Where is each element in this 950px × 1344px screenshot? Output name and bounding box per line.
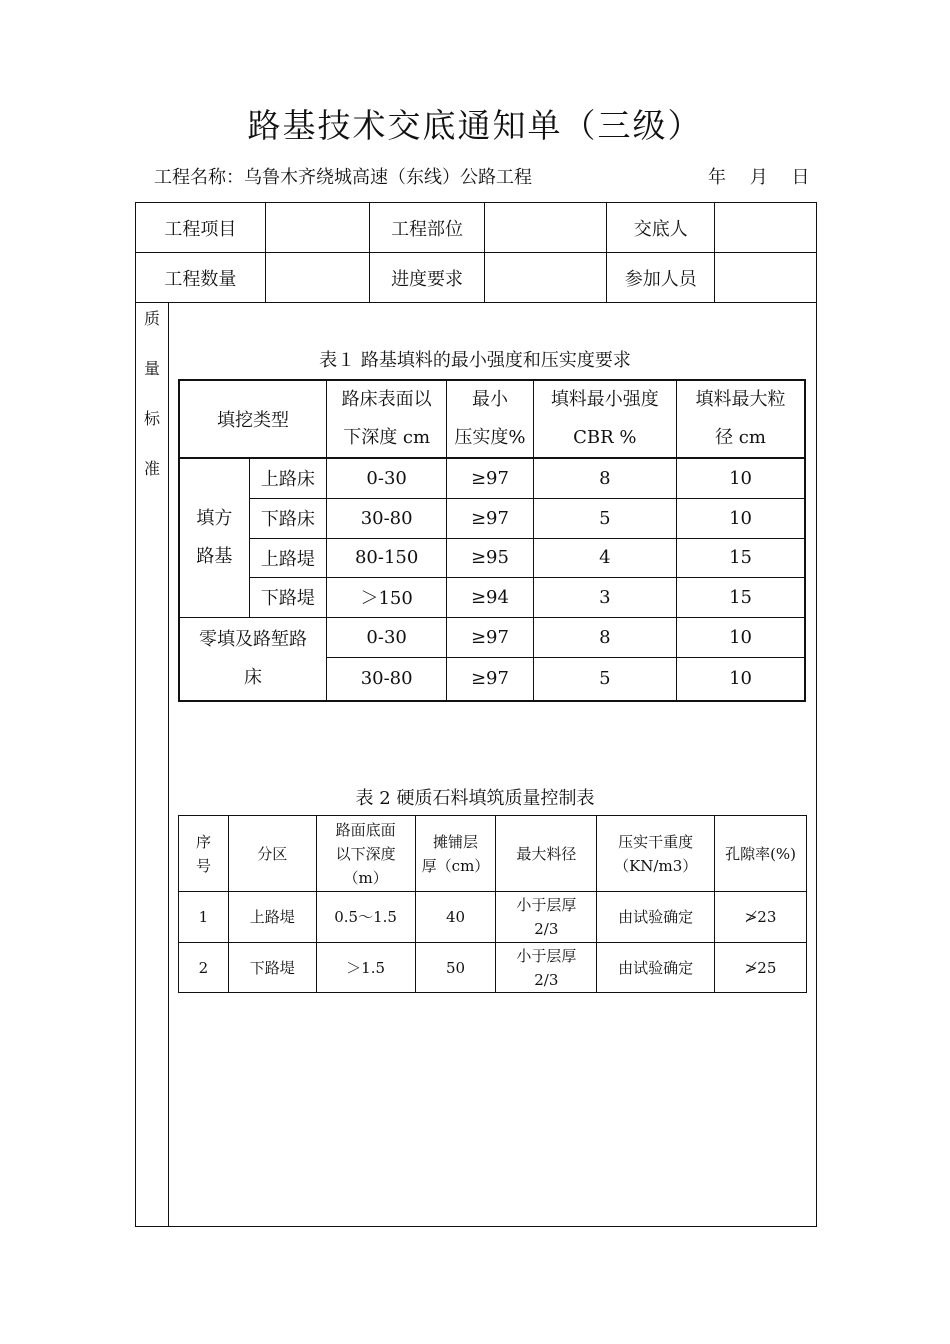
cell-no: 2 [179,943,229,993]
cell-size: 10 [677,657,805,701]
table2-caption: 表 2 硬质石料填筑质量控制表 [355,788,595,809]
cell-sub: 下路堤 [249,577,326,617]
th-max-size [677,380,805,458]
group-line: 填方 [196,507,233,529]
th-line: 序 [195,832,211,851]
side-char: 量 [143,359,160,378]
cell-depth: 0-30 [326,617,446,657]
label-project-item: 工程项目 [136,203,266,253]
table-row [179,577,805,617]
th-depth [316,816,415,892]
cell-compaction: ≥97 [447,458,533,498]
th-line: 号 [195,856,211,875]
th-no [179,816,229,892]
cell-depth: ＞150 [326,577,446,617]
cell-max-size [496,943,597,993]
cell-line: 小于层厚 [516,896,577,914]
cell-zone: 下路堤 [228,943,316,993]
project-name: 工程名称：乌鲁木齐绕城高速（东线）公路工程 [154,167,532,188]
cell-zone: 上路堤 [228,892,316,943]
value-presenter[interactable] [715,203,817,253]
th-line: 压实度% [454,427,526,448]
th-line: 最小 [471,389,508,410]
date-line: 年 月 日 [708,167,810,188]
th-line: 下深度 cm [343,427,431,448]
document-title: 路基技术交底通知单（三级） [247,106,703,145]
label-project-location: 工程部位 [369,203,485,253]
table-row [179,538,805,577]
th-depth [326,380,446,458]
table1 [178,379,806,702]
label-schedule: 进度要求 [369,253,485,303]
th-density [597,816,715,892]
table-row [179,617,805,657]
cell-porosity: ≯25 [715,943,807,993]
cell-cbr: 8 [533,617,676,657]
cell-cbr: 3 [533,577,676,617]
group-line: 零填及路堑路 [198,628,307,650]
cell-size: 10 [677,458,805,498]
th-line: 摊铺层 [432,832,478,851]
cell-density: 由试验确定 [597,892,715,943]
th-compaction [447,380,533,458]
table2-header-row [179,816,807,892]
value-quantity[interactable] [265,253,369,303]
th-strength [533,380,676,458]
header-table [135,202,817,303]
cell-thickness: 50 [415,943,496,993]
cell-depth: 0.5～1.5 [316,892,415,943]
th-line: 填料最大粒 [695,389,786,410]
group-line: 床 [243,666,262,688]
value-participants[interactable] [715,253,817,303]
th-line: （m） [343,868,388,887]
cell-density: 由试验确定 [597,943,715,993]
th-thickness [415,816,496,892]
th-fill-type: 填挖类型 [179,380,326,458]
th-max-size: 最大料径 [496,816,597,892]
cell-depth: 80-150 [326,538,446,577]
cell-depth: 30-80 [326,657,446,701]
th-zone: 分区 [228,816,316,892]
label-presenter: 交底人 [607,203,715,253]
table-row [179,498,805,538]
cell-sub: 上路堤 [249,538,326,577]
group-zero-fill-cut [179,617,326,701]
side-char: 质 [143,309,160,328]
value-project-item[interactable] [265,203,369,253]
cell-depth: 30-80 [326,498,446,538]
cell-line: 2/3 [534,920,559,938]
th-line: 厚（cm） [421,856,490,875]
cell-line: 2/3 [534,970,559,989]
cell-compaction: ≥95 [447,538,533,577]
table1-caption: 表１ 路基填料的最小强度和压实度要求 [319,350,631,371]
th-line: CBR % [573,427,637,448]
group-fill-subgrade [179,458,249,617]
cell-line: 小于层厚 [516,946,577,965]
value-project-location[interactable] [485,203,607,253]
label-quantity: 工程数量 [136,253,266,303]
cell-size: 15 [677,538,805,577]
side-char: 准 [143,459,160,478]
table2 [178,815,807,993]
th-line: 以下深度 [335,844,396,863]
table-row [179,458,805,498]
cell-porosity: ≯23 [715,892,807,943]
cell-cbr: 5 [533,498,676,538]
table1-header-row [179,380,805,458]
th-line: 填料最小强度 [550,389,659,410]
cell-depth: ＞1.5 [316,943,415,993]
cell-sub: 上路床 [249,458,326,498]
th-line: 路床表面以 [341,389,432,410]
th-line: 路面底面 [335,820,396,839]
th-line: 径 cm [715,427,766,448]
cell-cbr: 5 [533,657,676,701]
label-participants: 参加人员 [607,253,715,303]
cell-compaction: ≥97 [447,657,533,701]
cell-compaction: ≥97 [447,498,533,538]
cell-size: 10 [677,498,805,538]
cell-sub: 下路床 [249,498,326,538]
table-row [179,892,807,943]
group-line: 路基 [196,545,233,567]
side-char: 标 [143,409,160,428]
value-schedule[interactable] [485,253,607,303]
header-row [136,203,817,253]
cell-depth: 0-30 [326,458,446,498]
th-line: 压实干重度 [618,832,694,851]
side-label [136,303,169,1226]
cell-no: 1 [179,892,229,943]
cell-max-size [496,892,597,943]
cell-cbr: 8 [533,458,676,498]
th-porosity: 孔隙率(%) [715,816,807,892]
th-line: （KN/m3） [614,856,698,875]
header-row [136,253,817,303]
cell-size: 10 [677,617,805,657]
table-row [179,943,807,993]
cell-cbr: 4 [533,538,676,577]
cell-thickness: 40 [415,892,496,943]
cell-compaction: ≥97 [447,617,533,657]
cell-size: 15 [677,577,805,617]
cell-compaction: ≥94 [447,577,533,617]
